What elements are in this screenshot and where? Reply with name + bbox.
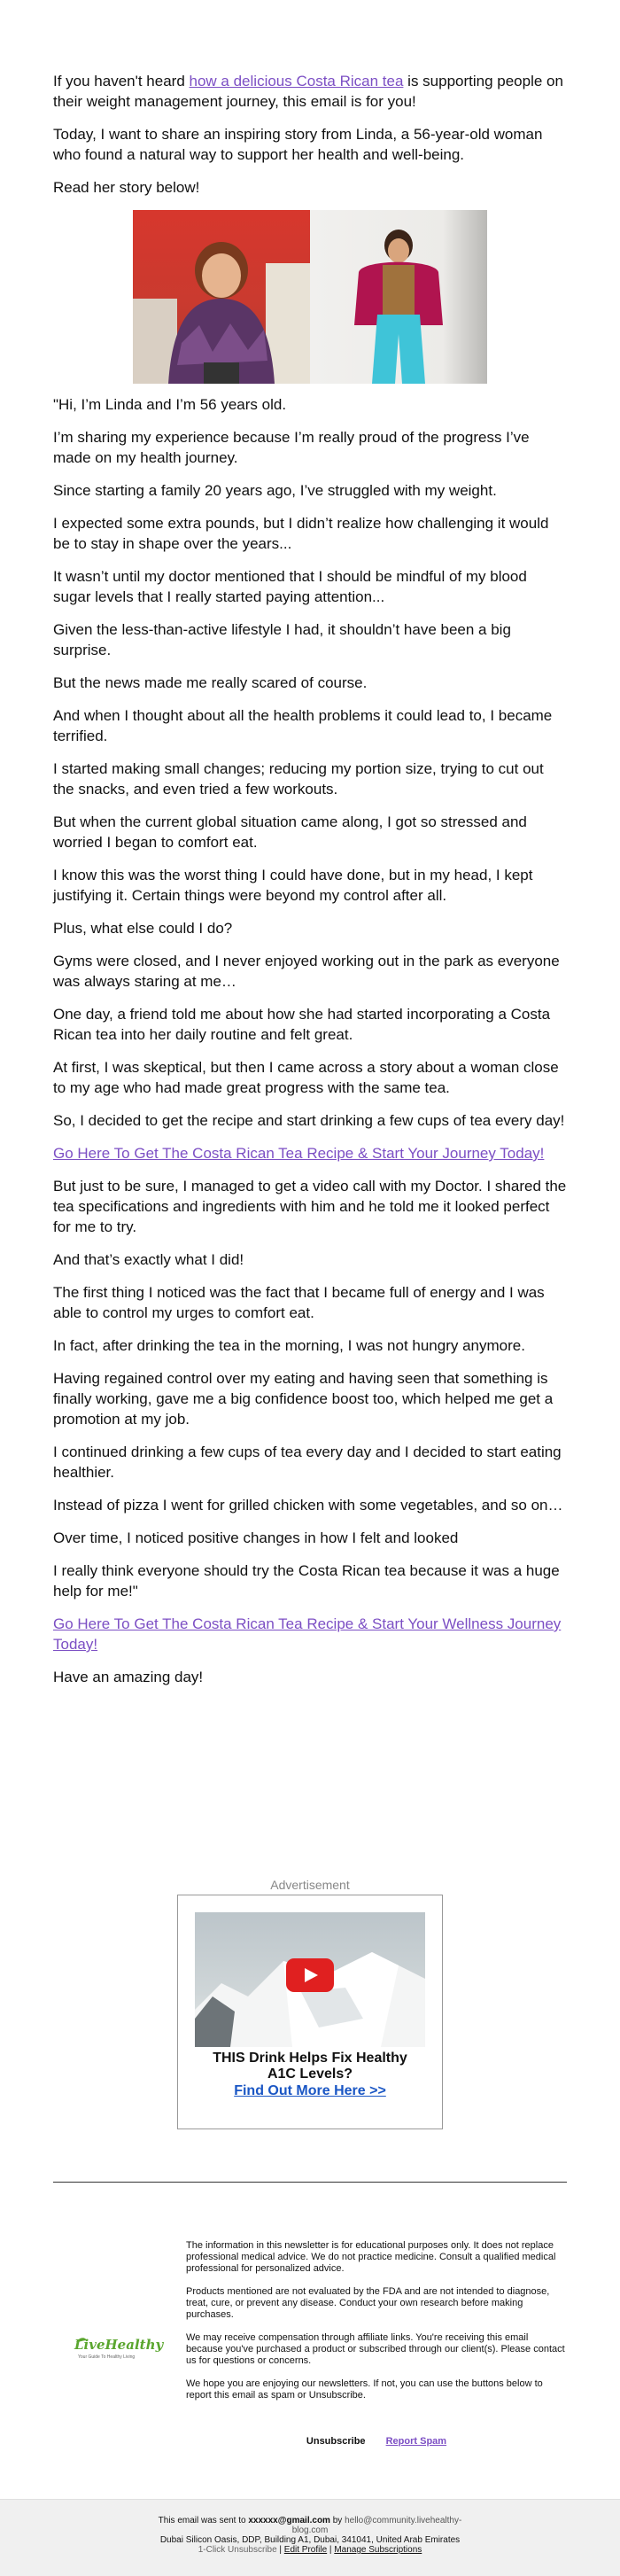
manage-subscriptions-link[interactable]: Manage Subscriptions xyxy=(334,2545,422,2555)
story-line: I know this was the worst thing I could have done, but in my head, I kept justifying it. Certain things were beyond my control after all. xyxy=(53,867,533,904)
intro-paragraph-3: Read her story below! xyxy=(53,179,200,196)
story-line: But when the current global situation came along, I got so stressed and worried I began to comfort eat. xyxy=(53,813,527,851)
unsubscribe-button[interactable]: Unsubscribe xyxy=(306,2436,366,2447)
story-line: Instead of pizza I went for grilled chicken with some vegetables, and so on… xyxy=(53,1497,563,1514)
recipient-email: xxxxxx@gmail.com xyxy=(248,2516,330,2525)
story-line: I expected some extra pounds, but I didn’t realize how challenging it would be to stay in shape over the years... xyxy=(53,515,549,552)
story-line: I started making small changes; reducing my portion size, trying to cut out the snacks, and even tried a few workouts. xyxy=(53,760,544,798)
footer xyxy=(0,2499,620,2576)
one-click-unsubscribe-link[interactable]: 1-Click Unsubscribe xyxy=(198,2545,277,2555)
footer-address: Dubai Silicon Oasis, DDP, Building A1, Dubai, 341041, United Arab Emirates xyxy=(159,2535,461,2545)
footer-sent-line: This email was sent to xxxxxx@gmail.com by hello@community.livehealthy- xyxy=(158,2516,462,2525)
story-line: Plus, what else could I do? xyxy=(53,920,233,937)
after-woman-illustration xyxy=(310,210,487,384)
cta-link-journey[interactable]: Go Here To Get The Costa Rican Tea Recipe & Start Your Journey Today! xyxy=(53,1145,545,1162)
cta-paragraph-1 xyxy=(53,1143,567,1163)
story-line: Over time, I noticed positive changes in how I felt and looked xyxy=(53,1529,459,1546)
story-line: Since starting a family 20 years ago, I’ve struggled with my weight. xyxy=(53,482,497,499)
story-line: In fact, after drinking the tea in the morning, I was not hungry anymore. xyxy=(53,1337,525,1354)
story-line: But just to be sure, I managed to get a video call with my Doctor. I shared the tea specifications and ingredients with him and he told me it looked perfect for me to try. xyxy=(53,1178,567,1235)
email-body xyxy=(53,71,567,1700)
sender-email-continued: blog.com xyxy=(291,2525,329,2535)
intro-paragraph-1: If you haven't heard how a delicious Costa Rican tea is supporting people on their weight management journey, this email is for you! xyxy=(53,73,563,110)
footer-links: 1-Click Unsubscribe | Edit Profile | Manage Subscriptions xyxy=(198,2545,422,2555)
story-line: The first thing I noticed was the fact that I became full of energy and I was able to control my urges to comfort eat. xyxy=(53,1284,545,1321)
section-divider xyxy=(53,2182,567,2183)
story-line: I really think everyone should try the Costa Rican tea because it was a huge help for me!" xyxy=(53,1562,560,1599)
disclaimer xyxy=(186,2240,567,2413)
story-line: "Hi, I’m Linda and I’m 56 years old. xyxy=(53,396,287,413)
livehealthy-logo xyxy=(74,2335,164,2362)
tea-link[interactable]: how a delicious Costa Rican tea xyxy=(189,73,404,89)
intro-paragraph-2: Today, I want to share an inspiring story from Linda, a 56-year-old woman who found a natural way to support her health and well-being. xyxy=(53,126,543,163)
before-woman-illustration xyxy=(133,210,310,384)
story-line: So, I decided to get the recipe and start drinking a few cups of tea every day! xyxy=(53,1112,565,1129)
email-actions xyxy=(186,2436,567,2447)
sender-email[interactable]: hello@community.livehealthy- xyxy=(345,2516,462,2525)
story-line: And that’s exactly what I did! xyxy=(53,1251,244,1268)
story-line: I continued drinking a few cups of tea every day and I decided to start eating healthier. xyxy=(53,1444,562,1481)
logo-tagline: Your Guide To Healthy Living xyxy=(78,2354,136,2360)
before-after-image xyxy=(133,210,487,384)
cta-link-wellness[interactable]: Go Here To Get The Costa Rican Tea Recipe & Start Your Wellness Journey Today! xyxy=(53,1615,562,1653)
advertisement-label: Advertisement xyxy=(270,1878,350,1892)
play-icon[interactable] xyxy=(286,1958,334,1992)
report-spam-button[interactable]: Report Spam xyxy=(385,2436,447,2447)
disclaimer-paragraph: The information in this newsletter is for educational purposes only. It does not replace professional medical advice. We do not practice medicine. Consult a qualified medical professional for personalized advice. xyxy=(186,2240,556,2274)
story-line: And when I thought about all the health problems it could lead to, I became terrified. xyxy=(53,707,553,744)
cta-paragraph-2 xyxy=(53,1614,567,1654)
closing-line: Have an amazing day! xyxy=(53,1669,204,1685)
story-line: It wasn’t until my doctor mentioned that I should be mindful of my blood sugar levels that I really started paying attention... xyxy=(53,568,527,605)
edit-profile-link[interactable]: Edit Profile xyxy=(283,2545,328,2555)
story-line: Gyms were closed, and I never enjoyed working out in the park as everyone was always staring at me… xyxy=(53,953,560,990)
story-line: One day, a friend told me about how she had started incorporating a Costa Rican tea into her daily routine and felt great. xyxy=(53,1006,551,1043)
ad-find-out-more-link[interactable]: Find Out More Here >> xyxy=(234,2083,386,2098)
after-photo xyxy=(310,210,487,384)
before-photo xyxy=(133,210,310,384)
disclaimer-paragraph: Products mentioned are not evaluated by the FDA and are not intended to diagnose, treat, cure, or prevent any disease. Conduct your own research before making purchases. xyxy=(186,2286,550,2320)
disclaimer-paragraph: We hope you are enjoying our newsletters. If not, you can use the buttons below to report this email as spam or Unsubscribe. xyxy=(186,2378,543,2401)
story-line: At first, I was skeptical, but then I came across a story about a woman close to my age who had made great progress with the same tea. xyxy=(53,1059,559,1096)
story-line: Having regained control over my eating and having seen that something is finally working, gave me a big confidence boost too, which helped me get a promotion at my job. xyxy=(53,1370,554,1428)
story-line: Given the less-than-active lifestyle I had, it shouldn’t have been a big surprise. xyxy=(53,621,511,658)
story-line: I’m sharing my experience because I’m really proud of the progress I’ve made on my health journey. xyxy=(53,429,530,466)
ad-video-thumbnail[interactable] xyxy=(195,1912,425,2047)
disclaimer-paragraph: We may receive compensation through affiliate links. You're receiving this email because you've purchased a product or subscribed through our client(s). Please contact us for questions or concerns. xyxy=(186,2332,565,2366)
story-line: But the news made me really scared of course. xyxy=(53,674,368,691)
advertisement-box[interactable] xyxy=(177,1895,443,2129)
ad-headline: THIS Drink Helps Fix Healthy A1C Levels? xyxy=(213,2051,407,2082)
logo-text: LiveHealthy xyxy=(74,2337,164,2353)
